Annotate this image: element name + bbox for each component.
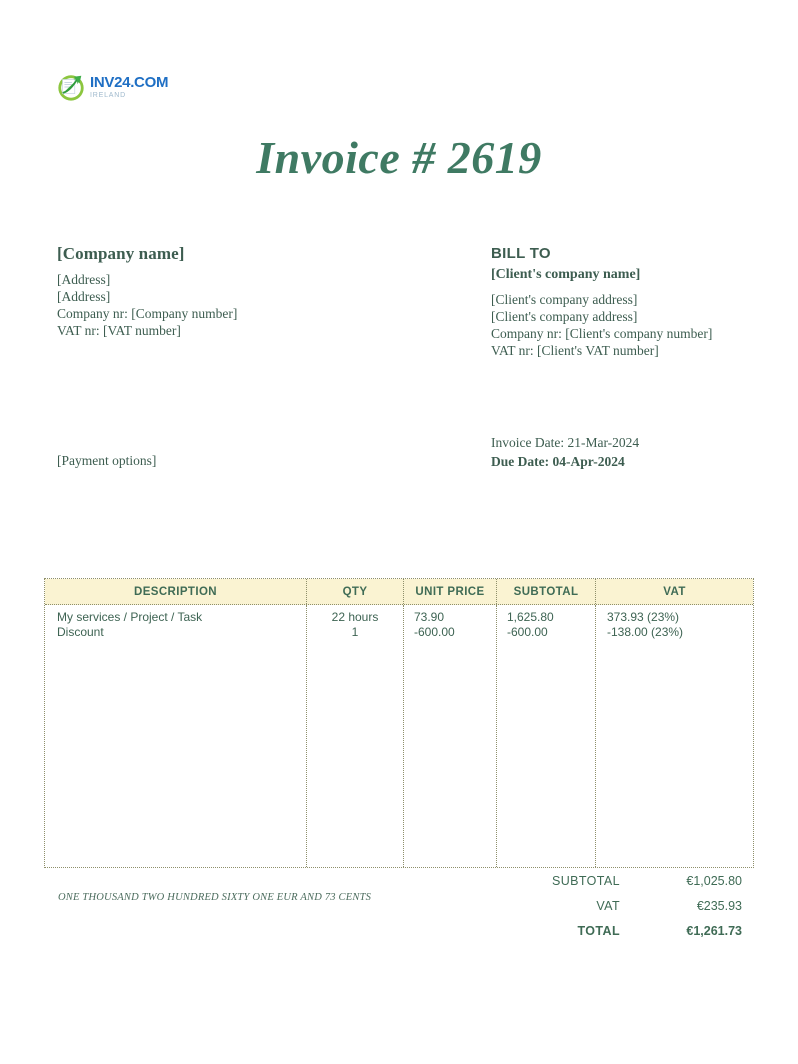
brand-logo-text: [90, 75, 168, 99]
table-header-row: [45, 579, 753, 605]
buyer-address-line-1: [Client's company address]: [491, 292, 638, 307]
seller-address-line-2: [Address]: [57, 289, 111, 304]
subtotal-label: SUBTOTAL: [551, 874, 620, 888]
total-label: TOTAL: [577, 924, 620, 938]
totals-row-subtotal: [470, 874, 755, 899]
totals-block: [470, 874, 755, 949]
cell-unit-price-column: 73.90 -600.00: [403, 605, 496, 867]
payment-options: [Payment options]: [57, 453, 157, 468]
column-header-subtotal: SUBTOTAL: [496, 579, 595, 604]
totals-row-total: [470, 924, 755, 949]
cell-subtotal-column: 1,625.80 -600.00: [496, 605, 595, 867]
buyer-company-name: [Client's company name]: [491, 267, 641, 282]
vat-label: VAT: [596, 899, 620, 913]
due-date: Due Date: 04-Apr-2024: [491, 454, 625, 469]
brand-logo[interactable]: [56, 70, 168, 104]
buyer-company-number: Company nr: [Client's company number]: [491, 326, 713, 341]
cell-qty-column: 22 hours 1: [306, 605, 403, 867]
table-body: [45, 605, 753, 867]
invoice-date: Invoice Date: 21-Mar-2024: [491, 435, 640, 450]
page-title: Invoice # 2619: [256, 132, 542, 183]
invoice-arrow-badge-icon: [56, 72, 86, 102]
seller-vat-number: VAT nr: [VAT number]: [57, 323, 181, 338]
buyer-vat-number: VAT nr: [Client's VAT number]: [491, 343, 659, 358]
seller-address-line-1: [Address]: [57, 272, 111, 287]
amount-in-words: ONE THOUSAND TWO HUNDRED SIXTY ONE EUR AND 73 CENTS: [58, 892, 372, 903]
buyer-address-line-2: [Client's company address]: [491, 309, 638, 324]
brand-region: IRELAND: [90, 92, 126, 99]
seller-block: [57, 244, 457, 339]
column-header-unit-price: UNIT PRICE: [403, 579, 496, 604]
buyer-block: [491, 245, 781, 359]
totals-row-vat: [470, 899, 755, 924]
subtotal-value: €1,025.80: [686, 874, 742, 888]
column-header-qty: QTY: [306, 579, 403, 604]
bill-to-heading: BILL TO: [491, 245, 551, 262]
cell-description-column: My services / Project / Task Discount: [57, 610, 203, 639]
seller-company-number: Company nr: [Company number]: [57, 306, 238, 321]
column-header-vat: VAT: [595, 579, 753, 604]
column-header-description: DESCRIPTION: [134, 585, 217, 598]
total-value: €1,261.73: [686, 924, 742, 938]
cell-vat-column: 373.93 (23%) -138.00 (23%): [595, 605, 753, 867]
line-items-table: [44, 578, 754, 868]
dates-block: [491, 433, 781, 471]
vat-value: €235.93: [696, 899, 742, 913]
brand-name: INV24.COM: [90, 74, 169, 91]
seller-company-name: [Company name]: [57, 244, 185, 263]
